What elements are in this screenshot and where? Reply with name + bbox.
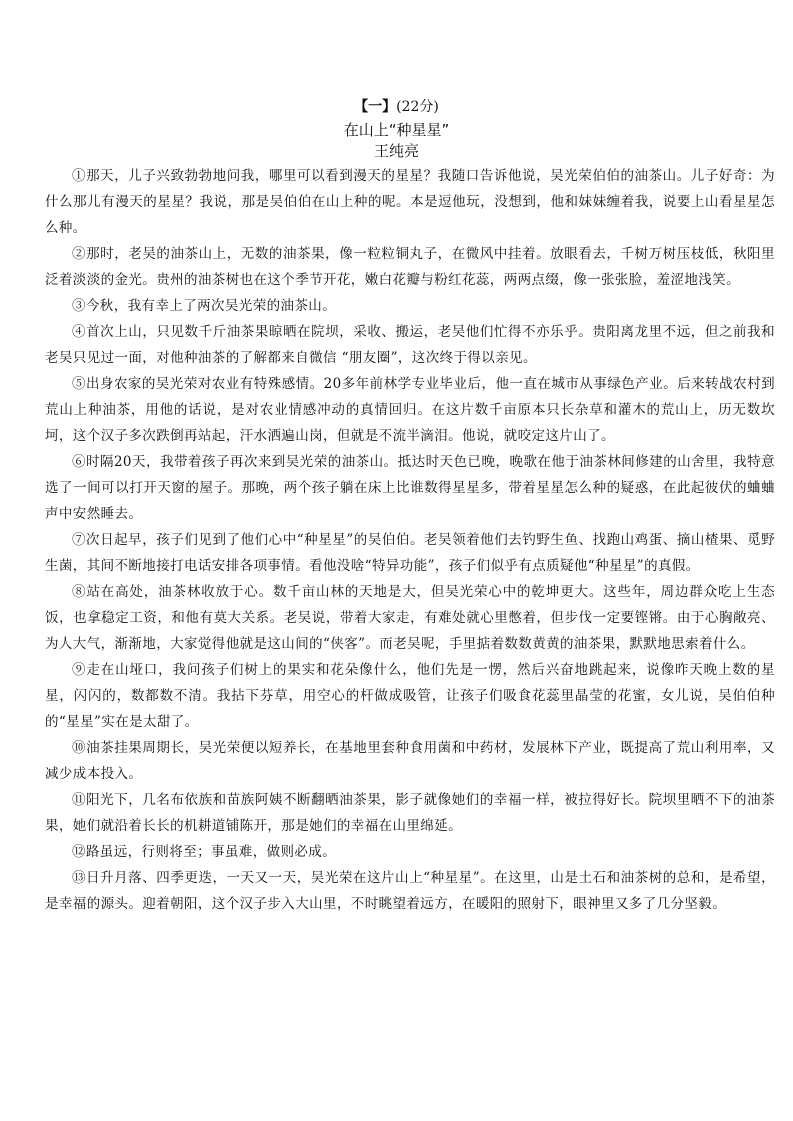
- paragraph-6: ⑥时隔20天，我带着孩子再次来到吴光荣的油茶山。抵达时天色已晚，晚歌在他于油茶林间修建的山舍里，我特意选了一间可以打开天窗的屋子。那晚，两个孩子躺在床上比谁数得星星多，带着星星怎么种的疑惑，在此起彼伏的蛐蛐声中安然睡去。: [45, 454, 775, 522]
- article-title: 在山上“种星星”: [343, 121, 450, 139]
- paragraph-12: ⑫路虽远，行则将至；事虽难，做则必成。: [72, 844, 337, 860]
- article-body: [45, 163, 775, 917]
- paragraph-7: ⑦次日起早，孩子们见到了他们心中“种星星”的吴伯伯。老吴领着他们去钓野生鱼、找跑山鸡蛋、摘山楂果、觅野生菌，其间不断地接打电话安排各项事情。看他没啥“特异功能”，孩子们似乎有点质疑他“种星星”的真假。: [45, 532, 775, 574]
- paragraph-8: ⑧站在高处，油茶林收放于心。数千亩山林的天地是大，但吴光荣心中的乾坤更大。这些年，周边群众吃上生态饭，也拿稳定工资，和他有莫大关系。老吴说，带着大家走，有难处就心里憋着，但步伐一定要铿锵。由于心胸敞亮、为人大气，渐渐地，大家觉得他就是这山间的“侠客”。而老吴呢，手里掂着数数黄黄的油茶果，默默地思索着什么。: [45, 584, 775, 652]
- paragraph-4: ④首次上山，只见数千斤油茶果晾晒在院坝，采收、搬运，老吴他们忙得不亦乐乎。贵阳离龙里不远，但之前我和老吴只见过一面，对他种油茶的了解都来自微信 “朋友圈”，这次终于得以亲见。: [45, 324, 775, 366]
- paragraph-1: ①那天，儿子兴致勃勃地问我，哪里可以看到漫天的星星？我随口告诉他说，吴光荣伯伯的油茶山。儿子好奇：为什么那儿有漫天的星星？我说，那是吴伯伯在山上种的呢。本是逗他玩，没想到，他和妹妹缠着我，说要上山看星星怎么种。: [45, 168, 775, 236]
- section-number: 【一】: [354, 99, 397, 115]
- paragraph-3: ③今秋，我有幸上了两次吴光荣的油茶山。: [72, 298, 337, 314]
- paragraph-9: ⑨走在山垭口，我问孩子们树上的果实和花朵像什么，他们先是一愣，然后兴奋地跳起来，说像昨天晚上数的星星，闪闪的，数都数不清。我拈下芬草，用空心的杆做成吸管，让孩子们吸食花蕊里晶莹的花蜜，女儿说，吴伯伯种的“星星”实在是太甜了。: [45, 662, 775, 730]
- paragraph-10: ⑩油茶挂果周期长，吴光荣便以短养长，在基地里套种食用菌和中药材，发展林下产业，既提高了荒山利用率，又减少成本投入。: [45, 740, 775, 782]
- section-heading: [0, 97, 793, 117]
- paragraph-13: ⑬日升月落、四季更迭，一天又一天，吴光荣在这片山上“种星星”。在这里，山是土石和油茶树的总和，是希望，是幸福的源头。迎着朝阳，这个汉子步入大山里，不时眺望着远方，在暖阳的照射下，眼神里又多了几分坚毅。: [45, 870, 775, 912]
- article-author: 王纯亮: [373, 142, 419, 160]
- paragraph-11: ⑪阳光下，几名布依族和苗族阿姨不断翻晒油茶果，影子就像她们的幸福一样，被拉得好长。院坝里晒不下的油茶果，她们就沿着长长的机耕道铺陈开，那是她们的幸福在山里绵延。: [45, 792, 775, 834]
- paragraph-5: ⑤出身农家的吴光荣对农业有特殊感情。20多年前林学专业毕业后，他一直在城市从事绿色产业。后来转战农村到荒山上种油茶，用他的话说，是对农业情感冲动的真情回归。在这片数千亩原本只长杂草和灌木的荒山上，历无数坎坷，这个汉子多次跌倒再站起，汗水洒遍山岗，但就是不流半滴泪。他说，就咬定这片山了。: [45, 376, 775, 444]
- section-score: (22分): [396, 99, 439, 115]
- paragraph-2: ②那时，老吴的油茶山上，无数的油茶果，像一粒粒铜丸子，在微风中挂着。放眼看去，千树万树压枝低，秋阳里泛着淡淡的金光。贵州的油茶树也在这个季节开花，嫩白花瓣与粉红花蕊，两两点缀，像一张张脸，羞涩地浅笑。: [45, 246, 775, 288]
